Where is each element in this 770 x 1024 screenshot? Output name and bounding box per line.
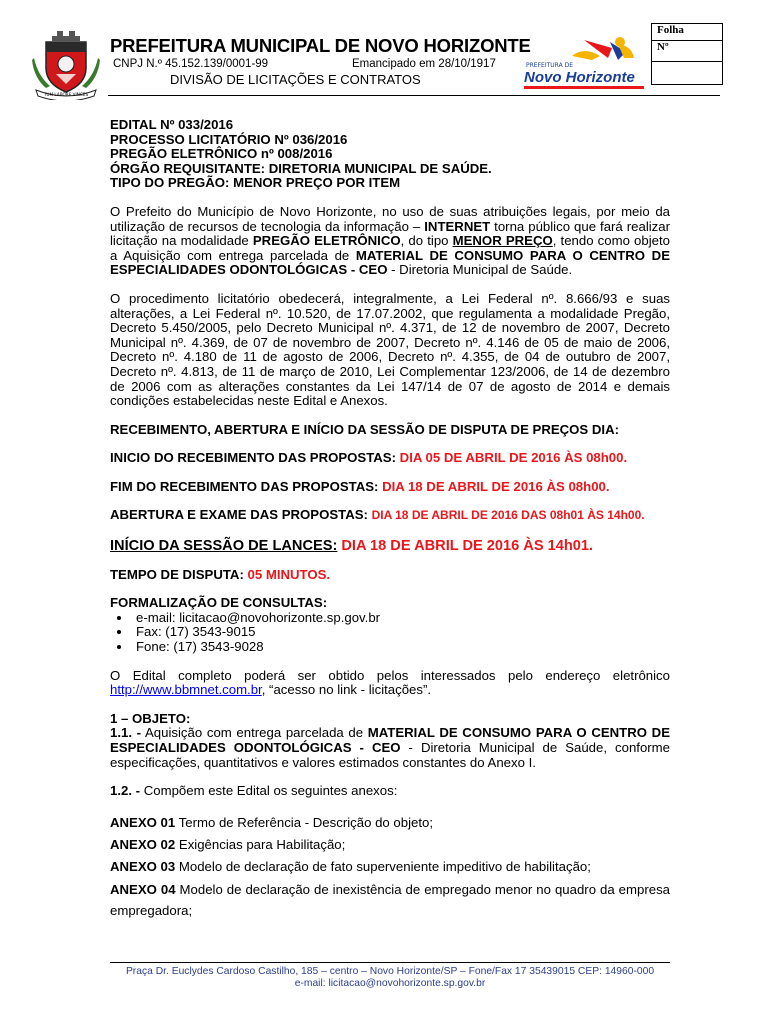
header-title: PREFEITURA MUNICIPAL DE NOVO HORIZONTE xyxy=(110,35,531,56)
bbmnet-link[interactable]: http://www.bbmnet.com.br xyxy=(110,682,262,698)
anexo-01: ANEXO 01 Termo de Referência - Descrição do objeto; xyxy=(110,814,434,830)
header-cnpj: CNPJ N.º 45.152.139/0001-99 xyxy=(113,58,269,70)
legal-basis-paragraph: O procedimento licitatório obedecerá, integralmente, a Lei Federal nº. 8.666/93 e suas alterações, a Lei Federal nº. 10.520, de 17.07.2002, que regulamenta a modalidade Pregão, Decreto 5.450/2005, pelo Decreto Municipal nº. 4.371, de 12 de novembro de 2007, Decreto Municipal nº. 4.369, de 07 de novembro de 2007, Decreto nº. 4.146 de 05 de maio de 2006, Decreto nº. 4.180 de 11 de agosto de 2006, Decreto nº. 4.355, de 04 de outubro de 2007, Decreto nº. 4.813, de 11 de março de 2010, Lei Complementar 123/2006, de 14 de dezembro de 2006 com as alterações constantes da Lei 147/14 de 07 de agosto de 2014 e demais condições estabelecidas neste Edital e Anexos. xyxy=(110,290,670,409)
fim-recebimento: FIM DO RECEBIMENTO DAS PROPOSTAS: DIA 18 DE ABRIL DE 2016 ÀS 08h00. xyxy=(110,478,610,494)
objeto-heading: 1 – OBJETO: xyxy=(110,710,191,726)
schedule-heading: RECEBIMENTO, ABERTURA E INÍCIO DA SESSÃO DE DISPUTA DE PREÇOS DIA: xyxy=(110,421,619,437)
header-divisao: DIVISÃO DE LICITAÇÕES E CONTRATOS xyxy=(170,72,421,87)
anexo-03: ANEXO 03 Modelo de declaração de fato superveniente impeditivo de habilitação; xyxy=(110,858,591,874)
abertura-propostas: ABERTURA E EXAME DAS PROPOSTAS: DIA 18 DE ABRIL DE 2016 DAS 08h01 ÀS 14h00. xyxy=(110,507,645,523)
intro-paragraph: O Prefeito do Município de Novo Horizonte, no uso de suas atribuições legais, por meio da utilização de recursos de tecnologia da informação – INTERNET torna público que fará realizar licitação na modalidade PREGÃO ELETRÔNICO, do tipo MENOR PREÇO, tendo como objeto a Aquisição com entrega parcelada de MATERIAL DE CONSUMO PARA O CENTRO DE ESPECIALIDADES ODONTOLÓGICAS - CEO - Diretoria Municipal de Saúde. xyxy=(110,203,671,278)
svg-text:TUM LABORE VINCES: TUM LABORE VINCES xyxy=(43,92,89,97)
header-emancipado: Emancipado em 28/10/1917 xyxy=(352,58,496,70)
edital-number: EDITAL Nº 033/2016 xyxy=(110,117,234,132)
footer xyxy=(110,966,670,990)
orgao-requisitante: ÓRGÃO REQUISITANTE: DIRETORIA MUNICIPAL DE SAÚDE. xyxy=(110,160,492,176)
objeto-1-1: 1.1. - Aquisição com entrega parcelada de MATERIAL DE CONSUMO PARA O CENTRO DE ESPECIALIDADES ODONTOLÓGICAS - CEO - Diretoria Municipal de Saúde, conforme especificações, quantitativos e valores estimados constantes do Anexo I. xyxy=(110,725,670,770)
svg-text:Novo Horizonte: Novo Horizonte xyxy=(524,69,635,86)
list-item: • Fax: (17) 3543-9015 xyxy=(132,625,670,640)
folha-label: Folha xyxy=(652,24,722,41)
document-body xyxy=(110,118,670,921)
consultas-heading: FORMALIZAÇÃO DE CONSULTAS: xyxy=(110,595,328,611)
list-item: • e-mail: licitacao@novohorizonte.sp.gov.br xyxy=(132,611,670,626)
tipo-pregao: TIPO DO PREGÃO: MENOR PREÇO POR ITEM xyxy=(110,175,401,191)
novo-horizonte-logo xyxy=(522,34,646,96)
inicio-lances: INÍCIO DA SESSÃO DE LANCES: DIA 18 DE ABRIL DE 2016 ÀS 14h01. xyxy=(110,538,594,555)
folha-stamp-box xyxy=(651,23,723,85)
footer-divider xyxy=(110,962,670,963)
footer-address: Praça Dr. Euclydes Cardoso Castilho, 185 – centro – Novo Horizonte/SP – Fone/Fax 17 35439015 CEP: 14960-000 xyxy=(125,966,655,977)
list-item: • Fone: (17) 3543-9028 xyxy=(132,640,670,655)
anexo-04: ANEXO 04 Modelo de declaração de inexistência de empregado menor no quadro da empresa empregadora; xyxy=(110,881,670,918)
consultas-list xyxy=(110,611,670,655)
tempo-disputa: TEMPO DE DISPUTA: 05 MINUTOS. xyxy=(110,566,331,582)
svg-text:PREFEITURA DE: PREFEITURA DE xyxy=(526,62,573,69)
processo-number: PROCESSO LICITATÓRIO Nº 036/2016 xyxy=(110,131,348,147)
coat-of-arms-logo xyxy=(30,28,102,100)
numero-label: Nº xyxy=(652,41,722,62)
objeto-1-2: 1.2. - Compõem este Edital os seguintes anexos: xyxy=(110,783,398,799)
inicio-recebimento: INICIO DO RECEBIMENTO DAS PROPOSTAS: DIA 05 DE ABRIL DE 2016 ÀS 08h00. xyxy=(110,450,628,466)
pregao-number: PREGÃO ELETRÔNICO nº 008/2016 xyxy=(110,146,333,162)
footer-email: e-mail: licitacao@novohorizonte.sp.gov.br xyxy=(294,978,486,989)
edital-completo-paragraph: O Edital completo poderá ser obtido pelos interessados pelo endereço eletrônico http://www.bbmnet.com.br, “acesso no link - licitações”. xyxy=(110,667,670,698)
anexo-02: ANEXO 02 Exigências para Habilitação; xyxy=(110,836,346,852)
